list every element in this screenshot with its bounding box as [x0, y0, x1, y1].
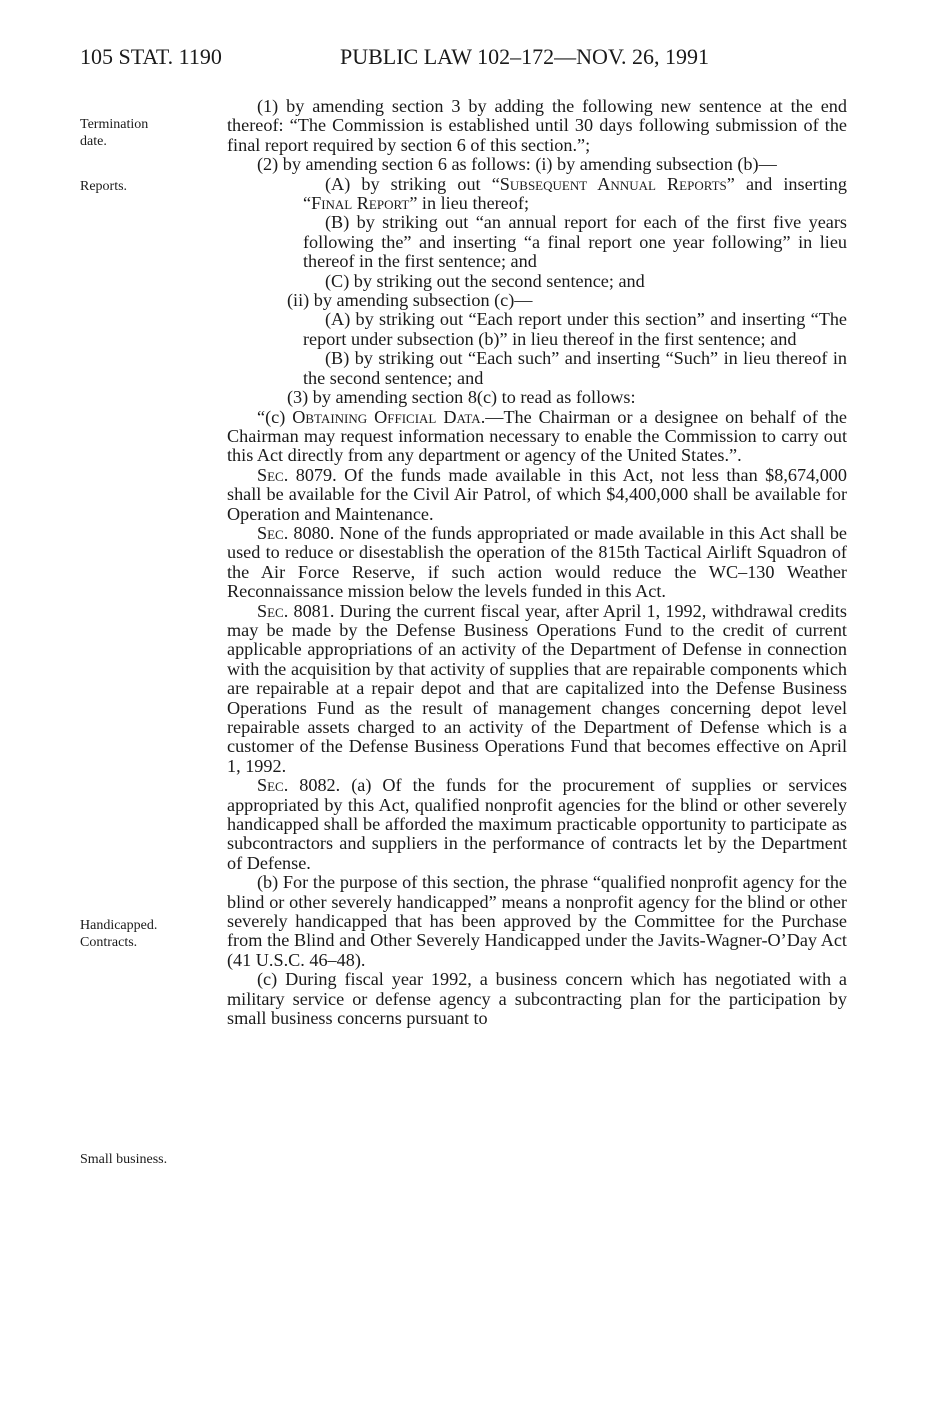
paragraph-2-a [227, 175, 847, 214]
body-text [227, 97, 847, 1029]
paragraph-2-ii-b: (B) by striking out “Each such” and inserting “Such” in lieu thereof in the second sentence; and [303, 348, 847, 388]
section-8081 [227, 602, 847, 777]
p2a-small-caps-2: Final Report [311, 193, 410, 214]
sec-8082-number: 8082. [288, 775, 341, 796]
paragraph-2-c: (C) by striking out the second sentence; and [325, 270, 645, 291]
paragraph-2-b: (B) by striking out “an annual report for each of the first five years following the” and inserting “a final report one year following” in lieu thereof in the first sentence; and [303, 212, 847, 272]
paragraph-3: (3) by amending section 8(c) to read as follows: [287, 387, 636, 408]
paragraph-2-ii: (ii) by amending subsection (c)— [287, 290, 533, 311]
p3c-small-caps: Obtaining Official Data [292, 406, 481, 427]
section-8080 [227, 524, 847, 602]
section-8079 [227, 466, 847, 524]
sec-8081-text: During the current fiscal year, after April 1, 1992, withdrawal credits may be made by the Defense Business Operations Fund to the credit of current applicable appropriations of an activity of the Department of Defense in connection with the acquisition by that activity of supplies that are repairable components which are repairable at a repair depot and that are capitalized into the Defense Business Operations Fund as the result of management changes concerning depot level repairable assets charged to an activity of the Department of Defense which is a customer of the Defense Business Operations Fund that becomes effective on April 1, 1992. [227, 600, 847, 776]
sec-8080-number: 8080. [288, 522, 335, 543]
running-title: PUBLIC LAW 102–172—NOV. 26, 1991 [340, 44, 709, 69]
section-8082-c: (c) During fiscal year 1992, a business concern which has negotiated with a military service or defense agency a subcontracting plan for the participation by small business concerns pursuant to [227, 969, 847, 1029]
paragraph-2-ii-a: (A) by striking out “Each report under this section” and inserting “The report under subsection (b)” in lieu thereof in the first sentence; and [303, 309, 847, 349]
margin-note-termination [80, 116, 210, 150]
margin-note-reports: Reports. [80, 179, 128, 194]
margin-note-termination-line2: date. [80, 134, 107, 149]
p2a-small-caps-1: Subsequent Annual Reports [499, 173, 727, 194]
sec-8080-text: None of the funds appropriated or made available in this Act shall be used to reduce or disestablish the operation of the 815th Tactical Airlift Squadron of the Air Force Reserve, if such action would reduce the WC–130 Weather Reconnaissance mission below the levels funded in this Act. [227, 522, 848, 602]
sec-label: Sec. [257, 522, 289, 543]
p3c-post: .—The Chairman or a designee on behalf of the Chairman may request information necessary to enable the Commission to carry out this Act directly from any department or agency of the United States.”. [227, 406, 847, 466]
sec-label: Sec. [257, 464, 289, 485]
margin-note-handicapped-line1: Handicapped. [80, 918, 158, 933]
margin-note-small-business: Small business. [80, 1152, 168, 1167]
margin-note-handicapped-line2: Contracts. [80, 935, 138, 950]
stat-page-number: 105 STAT. 1190 [80, 44, 222, 69]
p2a-pre: (A) by striking out “ [325, 173, 500, 194]
sec-label: Sec. [257, 600, 289, 621]
sec-8079-text: Of the funds made available in this Act, not less than $8,674,000 shall be available for the Civil Air Patrol, of which $4,400,000 shall be available for Operation and Maintenance. [227, 464, 847, 524]
margin-note-termination-line1: Termination [80, 117, 149, 132]
sec-8081-number: 8081. [288, 600, 335, 621]
section-8082-b: (b) For the purpose of this section, the phrase “qualified nonprofit agency for the blind or other severely handicapped” means a nonprofit agency for the blind or other severely handicapped that has been approved by the Committee for the Purchase from the Blind and Other Severely Handicapped under the Javits-Wagner-O’Day Act (41 U.S.C. 46–48). [227, 872, 847, 970]
paragraph-1: (1) by amending section 3 by adding the following new sentence at the end thereof: “The Commission is established until 30 days following submission of the final report required by section 6 of this section.”; [227, 96, 847, 155]
paragraph-2: (2) by amending section 6 as follows: (i) by amending subsection (b)— [257, 154, 777, 175]
margin-note-handicapped [80, 917, 210, 951]
sec-8082-a-text: (a) Of the funds for the procurement of supplies or services appropriated by this Act, qualified nonprofit agencies for the blind or other severely handicapped shall be afforded the maximum practicable opportunity to participate as subcontractors and suppliers in the performance of contracts let by the Department of Defense. [227, 775, 847, 873]
p2a-mid: ” and inserting “ [303, 173, 847, 214]
paragraph-3-c [227, 408, 847, 466]
sec-label: Sec. [257, 775, 289, 796]
p3c-pre: “(c) [257, 406, 293, 427]
p2a-post: ” in lieu thereof; [409, 193, 529, 214]
sec-8079-number: 8079. [288, 464, 337, 485]
section-8082-a [227, 776, 847, 873]
